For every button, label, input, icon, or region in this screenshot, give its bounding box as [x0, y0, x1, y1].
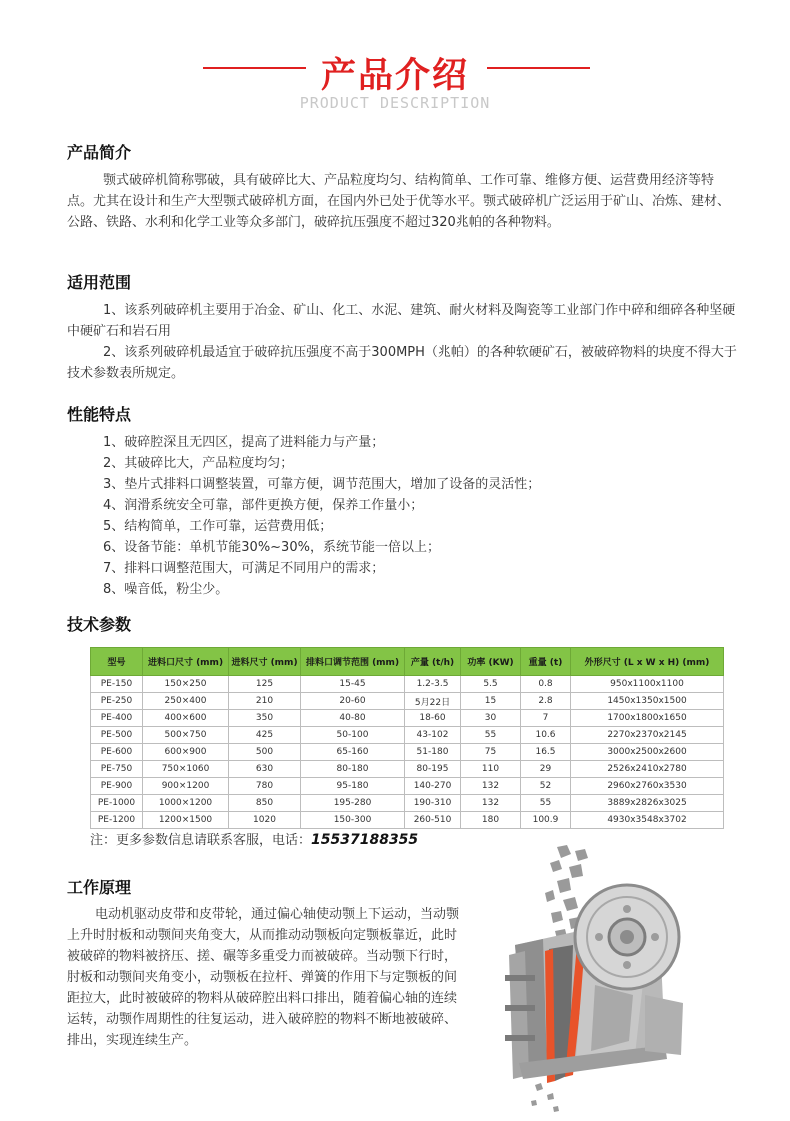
- header-cell: 重量 (t): [521, 648, 571, 676]
- feature-item: 7、排料口调整范围大，可满足不同用户的需求；: [103, 561, 385, 576]
- table-row: [91, 812, 724, 829]
- scope-item: 2、该系列破碎机最适宜于破碎抗压强度不高于300MPH（兆帕）的各种软硬矿石，被破碎物料的块度不得大于技术参数表所规定。: [67, 345, 737, 381]
- table-cell: 850: [229, 795, 301, 812]
- table-cell: 150-300: [301, 812, 405, 829]
- feature-item: 2、其破碎比大，产品粒度均匀；: [103, 456, 294, 471]
- intro-title: 产品简介: [67, 143, 132, 162]
- jaw-crusher-image: [495, 845, 710, 1115]
- table-cell: 40-80: [301, 710, 405, 727]
- table-cell: 100.9: [521, 812, 571, 829]
- features-title: 性能特点: [67, 405, 132, 424]
- table-row: [91, 778, 724, 795]
- table-cell: 52: [521, 778, 571, 795]
- table-cell: 190-310: [405, 795, 461, 812]
- scope-item: 1、该系列破碎机主要用于冶金、矿山、化工、水泥、建筑、耐火材料及陶瓷等工业部门作中碎和细碎各种坚硬中硬矿石和岩石用: [67, 303, 736, 339]
- feature-item: 5、结构简单，工作可靠，运营费用低；: [103, 519, 333, 534]
- table-cell: PE-900: [91, 778, 143, 795]
- table-cell: 18-60: [405, 710, 461, 727]
- table-cell: PE-400: [91, 710, 143, 727]
- table-row: [91, 761, 724, 778]
- table-cell: 950x1100x1100: [571, 676, 724, 693]
- table-cell: 80-195: [405, 761, 461, 778]
- table-cell: 51-180: [405, 744, 461, 761]
- table-cell: 4930x3548x3702: [571, 812, 724, 829]
- table-cell: 425: [229, 727, 301, 744]
- table-cell: 210: [229, 693, 301, 710]
- table-cell: 600×900: [143, 744, 229, 761]
- note-text: 注：更多参数信息请联系客服，电话：: [90, 833, 312, 848]
- table-cell: 65-160: [301, 744, 405, 761]
- table-cell: 15-45: [301, 676, 405, 693]
- table-cell: 110: [461, 761, 521, 778]
- table-cell: 3889x2826x3025: [571, 795, 724, 812]
- table-cell: 55: [461, 727, 521, 744]
- header-cell: 功率 (KW): [461, 648, 521, 676]
- scope-title: 适用范围: [67, 273, 132, 292]
- table-cell: 29: [521, 761, 571, 778]
- table-cell: 900×1200: [143, 778, 229, 795]
- table-cell: 2270x2370x2145: [571, 727, 724, 744]
- table-cell: PE-500: [91, 727, 143, 744]
- table-cell: PE-600: [91, 744, 143, 761]
- table-cell: 400×600: [143, 710, 229, 727]
- table-cell: 1200×1500: [143, 812, 229, 829]
- table-cell: 80-180: [301, 761, 405, 778]
- table-cell: 1000×1200: [143, 795, 229, 812]
- header-right-rule: [487, 67, 590, 69]
- specs-table-wrap: [90, 647, 723, 829]
- page-subtitle: PRODUCT DESCRIPTION: [299, 94, 491, 112]
- table-cell: 150×250: [143, 676, 229, 693]
- header-cell: 进料尺寸 (mm): [229, 648, 301, 676]
- table-cell: 125: [229, 676, 301, 693]
- specs-section: [67, 612, 737, 642]
- table-cell: 132: [461, 795, 521, 812]
- features-section: [67, 402, 737, 600]
- table-row: [91, 795, 724, 812]
- table-row: [91, 710, 724, 727]
- intro-section: [67, 140, 737, 233]
- table-cell: 1450x1350x1500: [571, 693, 724, 710]
- feature-item: 1、破碎腔深且无四区，提高了进料能力与产量；: [103, 435, 385, 450]
- table-cell: 20-60: [301, 693, 405, 710]
- specs-title: 技术参数: [67, 615, 132, 634]
- header-cell: 型号: [91, 648, 143, 676]
- table-cell: 350: [229, 710, 301, 727]
- table-cell: 630: [229, 761, 301, 778]
- page-header: [0, 44, 790, 124]
- table-cell: 0.8: [521, 676, 571, 693]
- header-cell: 进料口尺寸 (mm): [143, 648, 229, 676]
- scope-section: [67, 270, 737, 384]
- table-cell: PE-1200: [91, 812, 143, 829]
- table-cell: 2.8: [521, 693, 571, 710]
- table-cell: 75: [461, 744, 521, 761]
- feature-item: 4、润滑系统安全可靠，部件更换方便，保养工作量小；: [103, 498, 424, 513]
- table-cell: PE-150: [91, 676, 143, 693]
- specs-table-body: [91, 676, 724, 829]
- header-cell: 外形尺寸 (L x W x H) (mm): [571, 648, 724, 676]
- table-cell: 3000x2500x2600: [571, 744, 724, 761]
- work-title: 工作原理: [67, 878, 132, 897]
- table-cell: PE-1000: [91, 795, 143, 812]
- feature-item: 6、设备节能：单机节能30%~30%，系统节能一倍以上；: [103, 540, 440, 555]
- table-cell: 5月22日: [405, 693, 461, 710]
- table-cell: 7: [521, 710, 571, 727]
- table-row: [91, 693, 724, 710]
- table-cell: 140-270: [405, 778, 461, 795]
- phone-number[interactable]: 15537188355: [311, 832, 419, 848]
- table-cell: PE-250: [91, 693, 143, 710]
- contact-note: [90, 829, 418, 848]
- table-cell: 195-280: [301, 795, 405, 812]
- table-cell: 10.6: [521, 727, 571, 744]
- table-cell: 500×750: [143, 727, 229, 744]
- feature-item: 3、垫片式排料口调整装置，可靠方便，调节范围大，增加了设备的灵活性；: [103, 477, 541, 492]
- intro-text: 颚式破碎机简称鄂破，具有破碎比大、产品粒度均匀、结构简单、工作可靠、维修方便、运营费用经济等特点。尤其在设计和生产大型颚式破碎机方面，在国内外已处于优等水平。颚式破碎机广泛运用于矿山、冶炼、建材、公路、铁路、水利和化学工业等众多部门，破碎抗压强度不超过320兆帕的各种物料。: [67, 173, 731, 230]
- feature-item: 8、噪音低，粉尘少。: [103, 582, 229, 597]
- table-cell: 1700x1800x1650: [571, 710, 724, 727]
- table-header-row: [91, 648, 724, 676]
- table-cell: 15: [461, 693, 521, 710]
- table-cell: 55: [521, 795, 571, 812]
- table-cell: 16.5: [521, 744, 571, 761]
- table-cell: 780: [229, 778, 301, 795]
- table-cell: 43-102: [405, 727, 461, 744]
- table-row: [91, 676, 724, 693]
- table-cell: 2526x2410x2780: [571, 761, 724, 778]
- table-cell: 30: [461, 710, 521, 727]
- specs-table: [90, 647, 724, 829]
- table-cell: 260-510: [405, 812, 461, 829]
- header-cell: 产量 (t/h): [405, 648, 461, 676]
- table-cell: 50-100: [301, 727, 405, 744]
- table-cell: 5.5: [461, 676, 521, 693]
- table-cell: 500: [229, 744, 301, 761]
- table-cell: 1.2-3.5: [405, 676, 461, 693]
- page-title: 产品介绍: [320, 56, 469, 96]
- table-cell: 180: [461, 812, 521, 829]
- table-row: [91, 744, 724, 761]
- table-cell: 95-180: [301, 778, 405, 795]
- work-text: 电动机驱动皮带和皮带轮，通过偏心轴使动颚上下运动，当动颚上升时肘板和动颚间夹角变大，从而推动动颚板向定颚板靠近，此时被破碎的物料被挤压、搓、碾等多重受力而被破碎。当动颚下行时，肘板和动颚间夹角变小，动颚板在拉杆、弹簧的作用下与定颚板的间距拉大，此时被破碎的物料从破碎腔出料口排出，随着偏心轴的连续运转，动颚作周期性的往复运动，进入破碎腔的物料不断地被破碎、排出，实现连续生产。: [67, 907, 460, 1048]
- table-cell: PE-750: [91, 761, 143, 778]
- table-cell: 750×1060: [143, 761, 229, 778]
- table-cell: 250×400: [143, 693, 229, 710]
- table-row: [91, 727, 724, 744]
- table-cell: 2960x2760x3530: [571, 778, 724, 795]
- table-cell: 132: [461, 778, 521, 795]
- table-cell: 1020: [229, 812, 301, 829]
- header-cell: 排料口调节范围 (mm): [301, 648, 405, 676]
